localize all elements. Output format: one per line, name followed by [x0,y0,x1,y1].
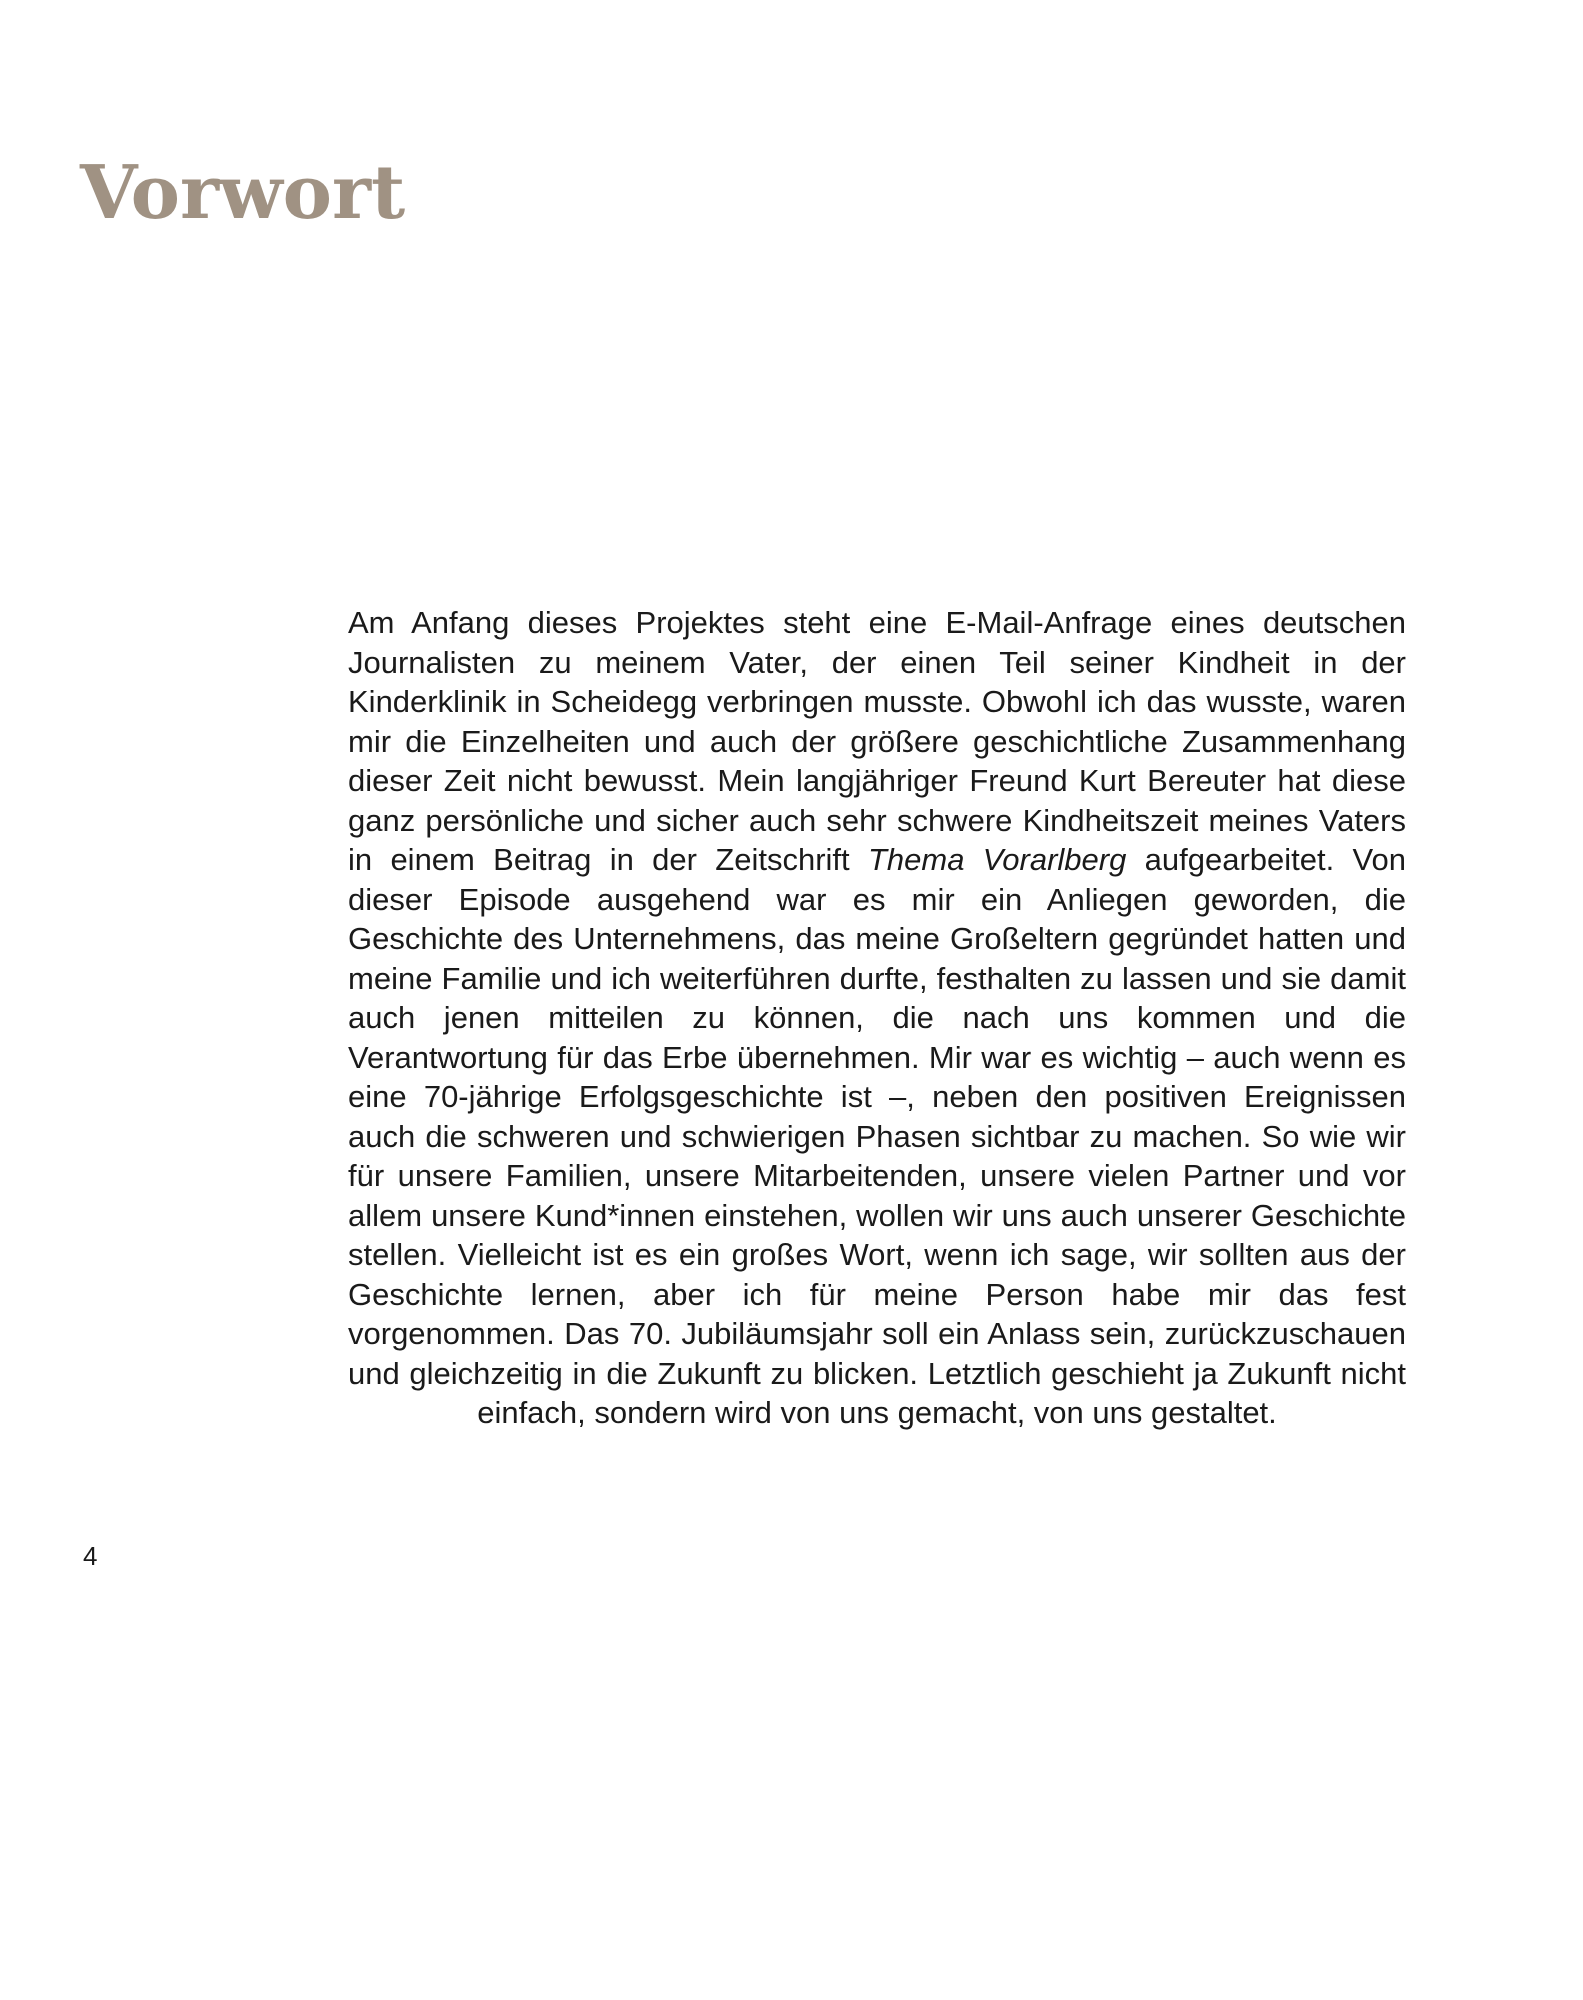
paragraph-text-part-2: aufgearbeitet. Von dieser Episode ausgehend war es mir ein Anliegen geworden, die Geschichte des Unternehmens, das meine Großeltern gegründet hatten und meine Familie und ich weiterführen durfte, festhalten zu lassen und sie damit auch jenen mitteilen zu können, die nach uns kommen und die Verantwortung für das Erbe übernehmen. Mir war es wichtig – auch wenn es eine 70-jährige Erfolgsgeschichte ist –, neben den positiven Ereignissen auch die schweren und schwierigen Phasen sichtbar zu machen. So wie wir für unsere Familien, unsere Mitarbeitenden, unsere vielen Partner und vor allem unsere Kund*innen einstehen, wollen wir uns auch unserer Geschichte stellen. Vielleicht ist es ein großes Wort, wenn ich sage, wir sollten aus der Geschichte lernen, aber ich für meine Person habe mir das fest vorgenommen. Das 70. Jubiläumsjahr soll ein Anlass sein, zurückzuschauen und gleichzeitig in die Zukunft zu blicken. Letztlich geschieht ja Zukunft nicht einfach, sondern wird von uns gemacht, von uns gestaltet. [348,842,1407,1430]
page-title: Vorwort [80,150,406,236]
paragraph-text-part-1: Am Anfang dieses Projektes steht eine E-Mail-Anfrage eines deutschen Journalisten zu meinem Vater, der einen Teil seiner Kindheit in der Kinderklinik in Scheidegg verbringen musste. Obwohl ich das wusste, waren mir die Einzelheiten und auch der größere geschichtliche Zusammenhang dieser Zeit nicht bewusst. Mein langjähriger Freund Kurt Bereuter hat diese ganz persönliche und sicher auch sehr schwere Kindheitszeit meines Vaters in einem Beitrag in der Zeitschrift [348,605,1406,877]
page-number: 4 [83,1541,98,1571]
foreword-paragraph [348,603,1406,1433]
magazine-title: Thema Vorarlberg [867,842,1127,877]
